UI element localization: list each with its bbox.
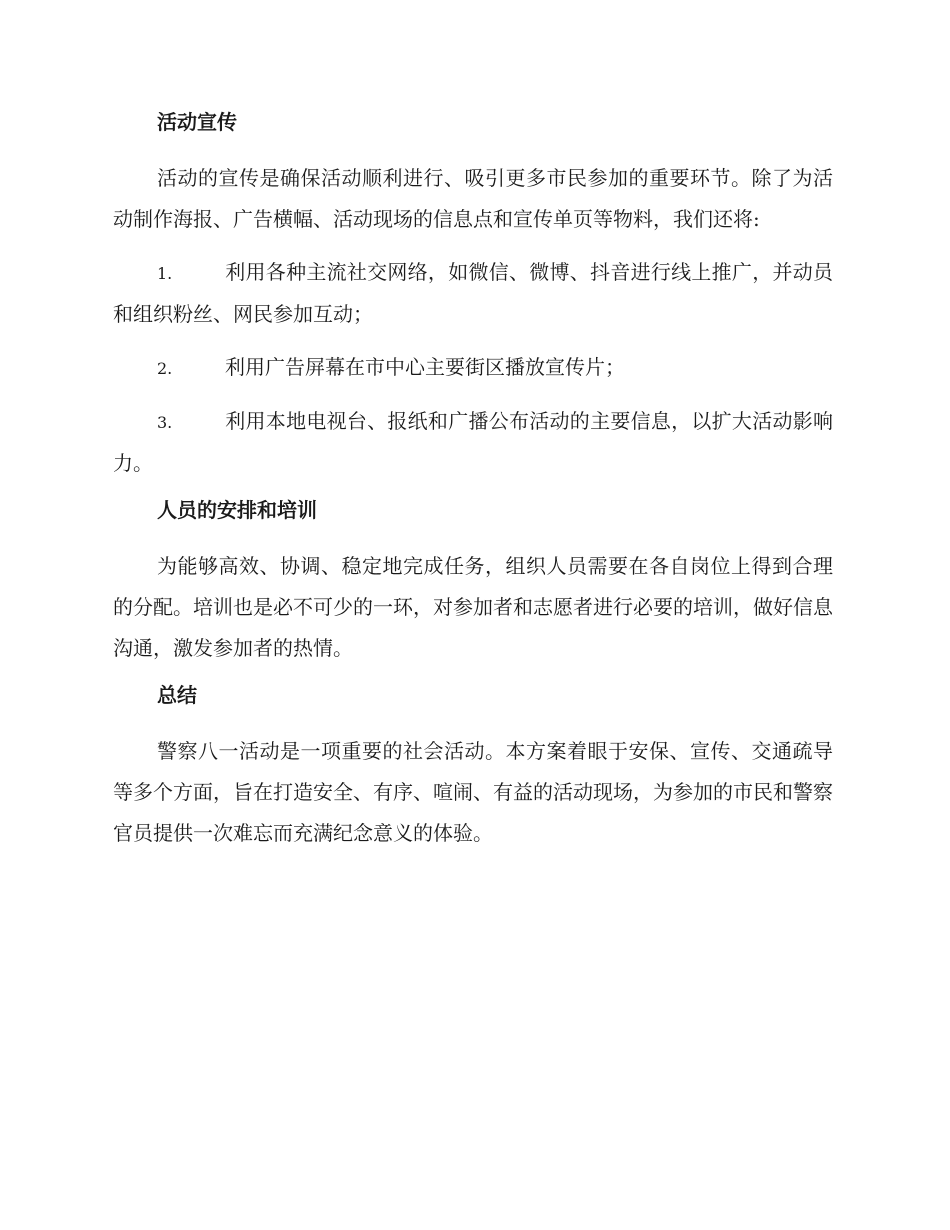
list-item-number: 3. — [157, 413, 173, 432]
list-item-text: 利用本地电视台、报纸和广播公布活动的主要信息，以扩大活动影响力。 — [113, 409, 833, 475]
list-item — [113, 252, 833, 335]
list-item-text: 利用各种主流社交网络，如微信、微博、抖音进行线上推广，并动员和组织粉丝、网民参加互动； — [113, 260, 833, 326]
list-item-number: 1. — [157, 264, 173, 283]
section-paragraph-summary: 警察八一活动是一项重要的社会活动。本方案着眼于安保、宣传、交通疏导等多个方面，旨在打造安全、有序、喧闹、有益的活动现场，为参加的市民和警察官员提供一次难忘而充满纪念意义的体验。 — [113, 739, 833, 845]
list-item — [113, 401, 833, 484]
section-heading-promotion: 活动宣传 — [157, 110, 237, 134]
list-item-text: 利用广告屏幕在市中心主要街区播放宣传片； — [225, 355, 625, 379]
document-page — [113, 108, 833, 866]
section-heading-staffing: 人员的安排和培训 — [157, 498, 317, 522]
list-item-number: 2. — [157, 359, 173, 378]
section-heading-summary: 总结 — [157, 683, 197, 707]
section-paragraph-staffing: 为能够高效、协调、稳定地完成任务，组织人员需要在各自岗位上得到合理的分配。培训也是必不可少的一环，对参加者和志愿者进行必要的培训，做好信息沟通，激发参加者的热情。 — [113, 554, 833, 660]
section-paragraph-promotion: 活动的宣传是确保活动顺利进行、吸引更多市民参加的重要环节。除了为活动制作海报、广告横幅、活动现场的信息点和宣传单页等物料，我们还将: — [113, 166, 833, 231]
list-item — [113, 347, 833, 389]
